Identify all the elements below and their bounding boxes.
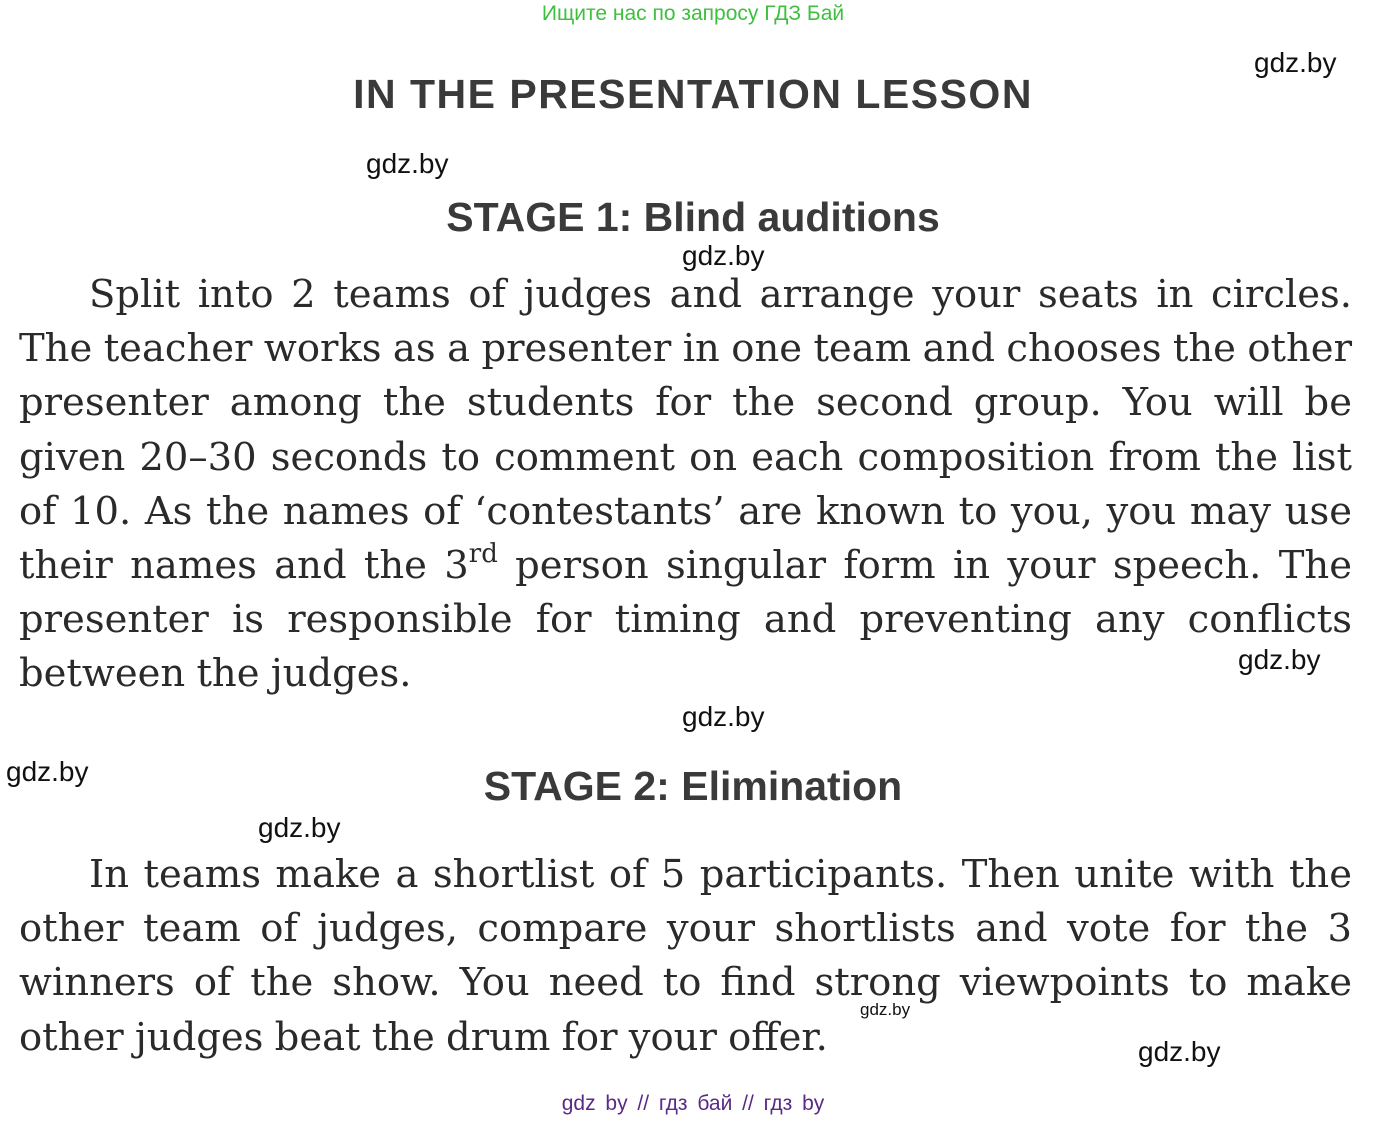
- stage1-text-part1: Split into 2 teams of judges and arrange your seats in circles. The teacher works as a presenter in one team and chooses the other presenter among the students for the second group. You will be given 20–30 seconds to comment on each composition from the list of 10. As the names of ‘contestants’ are known to you, you may use their names and the 3: [19, 272, 1352, 589]
- watermark: gdz.by: [682, 701, 765, 732]
- ordinal-superscript: rd: [468, 539, 498, 570]
- footer-links: gdz by // гдз бай // гдз by: [561, 1092, 825, 1115]
- stage2-heading: STAGE 2: Elimination: [483, 763, 903, 809]
- watermark: gdz.by: [258, 812, 341, 843]
- stage1-heading: STAGE 1: Blind auditions: [446, 194, 940, 240]
- stage1-text-part2: person singular form in your speech. The presenter is responsible for timing and preventing any conflicts between the judges.: [19, 543, 1352, 697]
- stage2-paragraph: In teams make a shortlist of 5 participants. Then unite with the other team of judges, compare your shortlists and vote for the 3 winners of the show. You need to find strong viewpoints to make other judges beat the drum for your offer.: [19, 852, 1352, 1060]
- top-banner: Ищите нас по запросу ГДЗ Бай: [541, 2, 845, 25]
- watermark: gdz.by: [1138, 1036, 1221, 1067]
- watermark: gdz.by: [682, 240, 765, 271]
- watermark: gdz.by: [6, 756, 89, 787]
- stage1-paragraph: [19, 268, 1352, 702]
- watermark: gdz.by: [1254, 47, 1337, 78]
- watermark: gdz.by: [860, 1000, 911, 1019]
- page-title: IN THE PRESENTATION LESSON: [353, 71, 1033, 117]
- watermark: gdz.by: [1238, 644, 1321, 675]
- watermark: gdz.by: [366, 148, 449, 179]
